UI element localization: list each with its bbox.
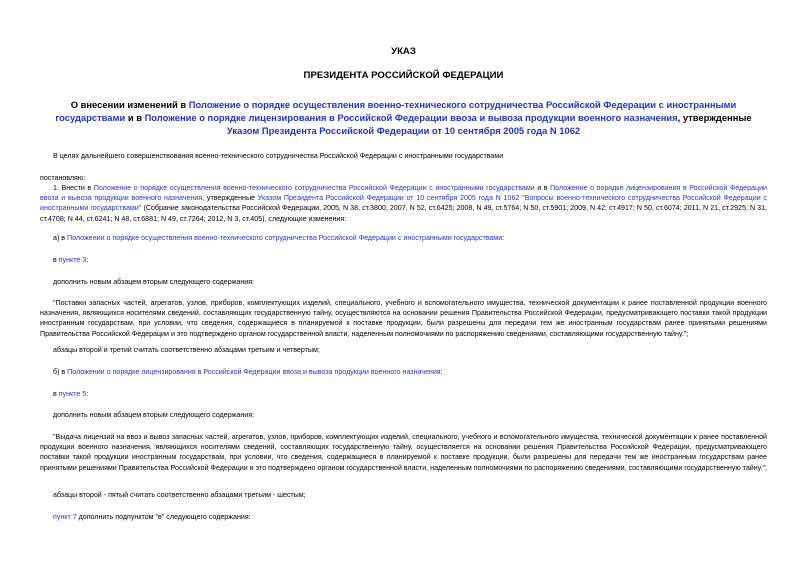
preamble-paragraph: В целях дальнейшего совершенствования военно-технического сотрудничества Российской Федерации с иностранными государствами: [53, 152, 504, 160]
renumber-instruction-2: абзацы второй - пятый считать соответственно абзацами третьим - шестым;: [53, 491, 306, 499]
decree-issuer: ПРЕЗИДЕНТА РОССИЙСКОЙ ФЕДЕРАЦИИ: [303, 70, 504, 81]
point-7-paragraph: пункт 7 дополнить подпунктом "в" следующего содержания:: [53, 513, 251, 521]
link-licensing-regulation-2[interactable]: Положении о порядке лицензирования в Российской Федерации ввоза и вывоза продукции военного назначения: [67, 368, 441, 376]
point-5-paragraph: в пункте 5:: [53, 390, 89, 398]
resolution-word: постановляю:: [40, 174, 86, 182]
title-link-vts-regulation[interactable]: Положение о порядке осуществления военно-технического сотрудничества Российской Федерации с иностранными государствами: [55, 99, 737, 123]
title-link-licensing-regulation[interactable]: Положение о порядке лицензирования в Российской Федерации ввоза и вывоза продукции военного назначения: [144, 111, 678, 123]
subitem-b-paragraph: б) в Положении о порядке лицензирования в Российской Федерации ввоза и вывоза продукции военного назначения:: [53, 368, 443, 376]
document-title: О внесении изменений в Положение о порядке осуществления военно-технического сотрудничества Российской Федерации с иностранными государствами и в Положение о порядке лицензирования в Российской Федерации ввоза и вывоза продукции военного назначения, утвержденные Указом Президента Российской Федерации от 10 сентября 2005 года N 1062: [55, 99, 752, 136]
link-decree-1062[interactable]: Указом Президента Российской Федерации от 10 сентября 2005 года N 1062 "Вопросы военно-технического сотрудничества Российской Федерации с иностранными государствами": [40, 194, 767, 213]
decree-heading: УКАЗ: [391, 46, 416, 57]
add-paragraph-instruction-2: дополнить новым абзацем вторым следующего содержания:: [53, 411, 255, 419]
link-point-3[interactable]: пункте 3: [58, 256, 87, 264]
point-3-paragraph: в пункте 3:: [53, 256, 89, 264]
link-point-7[interactable]: пункт 7: [53, 513, 77, 521]
link-point-5[interactable]: пункте 5: [58, 390, 87, 398]
item-1-paragraph: 1. Внести в Положение о порядке осуществления военно-технического сотрудничества Российской Федерации с иностранными государствами и в Положение о порядке лицензирования в Российской Федерации ввоза и вывоза продукции военного назначения, утвержденные Указом Президента Российской Федерации от 10 сентября 2005 года N 1062 "Вопросы военно-технического сотрудничества Российской Федерации с иностранными государствами" (Собрание законодательства Российской Федерации, 2005, N 38, ст.3800; 2007, N 52, ст.6425; 2008, N 49, ст.5764; N 50, ст.5901; 2009, N 42, ст.4917; N 50, ст.6074; 2011, N 21, ст.2925; N 31, ст.4708; N 44, ст.6241; N 48, ст.6881; N 49, ст.7264; 2012, N 3, ст.405), следующие изменения:: [40, 184, 767, 223]
link-vts-regulation-2[interactable]: Положении о порядке осуществления военно-технического сотрудничества Российской Федерации с иностранными государствами: [67, 234, 503, 242]
link-vts-regulation[interactable]: Положение о порядке осуществления военно-технического сотрудничества Российской Федерации с иностранными государствами: [93, 184, 535, 192]
renumber-instruction-1: абзацы второй и третий считать соответственно абзацами третьим и четвертым;: [53, 346, 320, 354]
add-paragraph-instruction-1: дополнить новым абзацем вторым следующего содержания:: [53, 278, 255, 286]
link-licensing-regulation[interactable]: Положение о порядке лицензирования в Российской Федерации ввоза и вывоза продукции военного назначения: [40, 184, 767, 203]
quoted-amendment-2: "Выдача лицензий на ввоз и вывоз запасных частей, агрегатов, узлов, приборов, комплектующих изделий, специального, учебного и вспомогательного имущества, технической документации к ранее поставленной продукции военного назначения, являющихся носителями сведений, составляющих государственную тайну, осуществляется на основании решения Правительства Российской Федерации, предусматривающего поставки такой продукции иностранным государствам, при условии, что сведения, содержащиеся в планируемой к поставке продукции, были разрешены для передачи тем же иностранным государствам ранее принятыми решениями Правительства Российской Федерации и это подтверждено органом государственной власти, наделенным полномочиями по распоряжению сведениями, составляющими государственную тайну.";: [40, 433, 767, 472]
title-link-decree-1062[interactable]: Указом Президента Российской Федерации от 10 сентября 2005 года N 1062: [226, 124, 581, 136]
quoted-amendment-1: "Поставки запасных частей, агрегатов, узлов, приборов, комплектующих изделий, специального, учебного и вспомогательного имущества, технической документации к ранее поставленной продукции военного назначения, являющихся носителями сведений, составляющих государственную тайну, осуществляются на основании решения Правительства Российской Федерации, предусматривающего поставки такой продукции иностранным государствам, при условии, что сведения, содержащиеся в планируемой к поставке продукции, были разрешены для передачи тем же иностранным государствам ранее принятыми решениями Правительства Российской Федерации и это подтверждено органом государственной власти, наделенным полномочиями по распоряжению сведениями, составляющими государственную тайну.";: [40, 299, 767, 338]
subitem-a-paragraph: а) в Положении о порядке осуществления военно-технического сотрудничества Российской Федерации с иностранными государствами:: [53, 234, 505, 242]
